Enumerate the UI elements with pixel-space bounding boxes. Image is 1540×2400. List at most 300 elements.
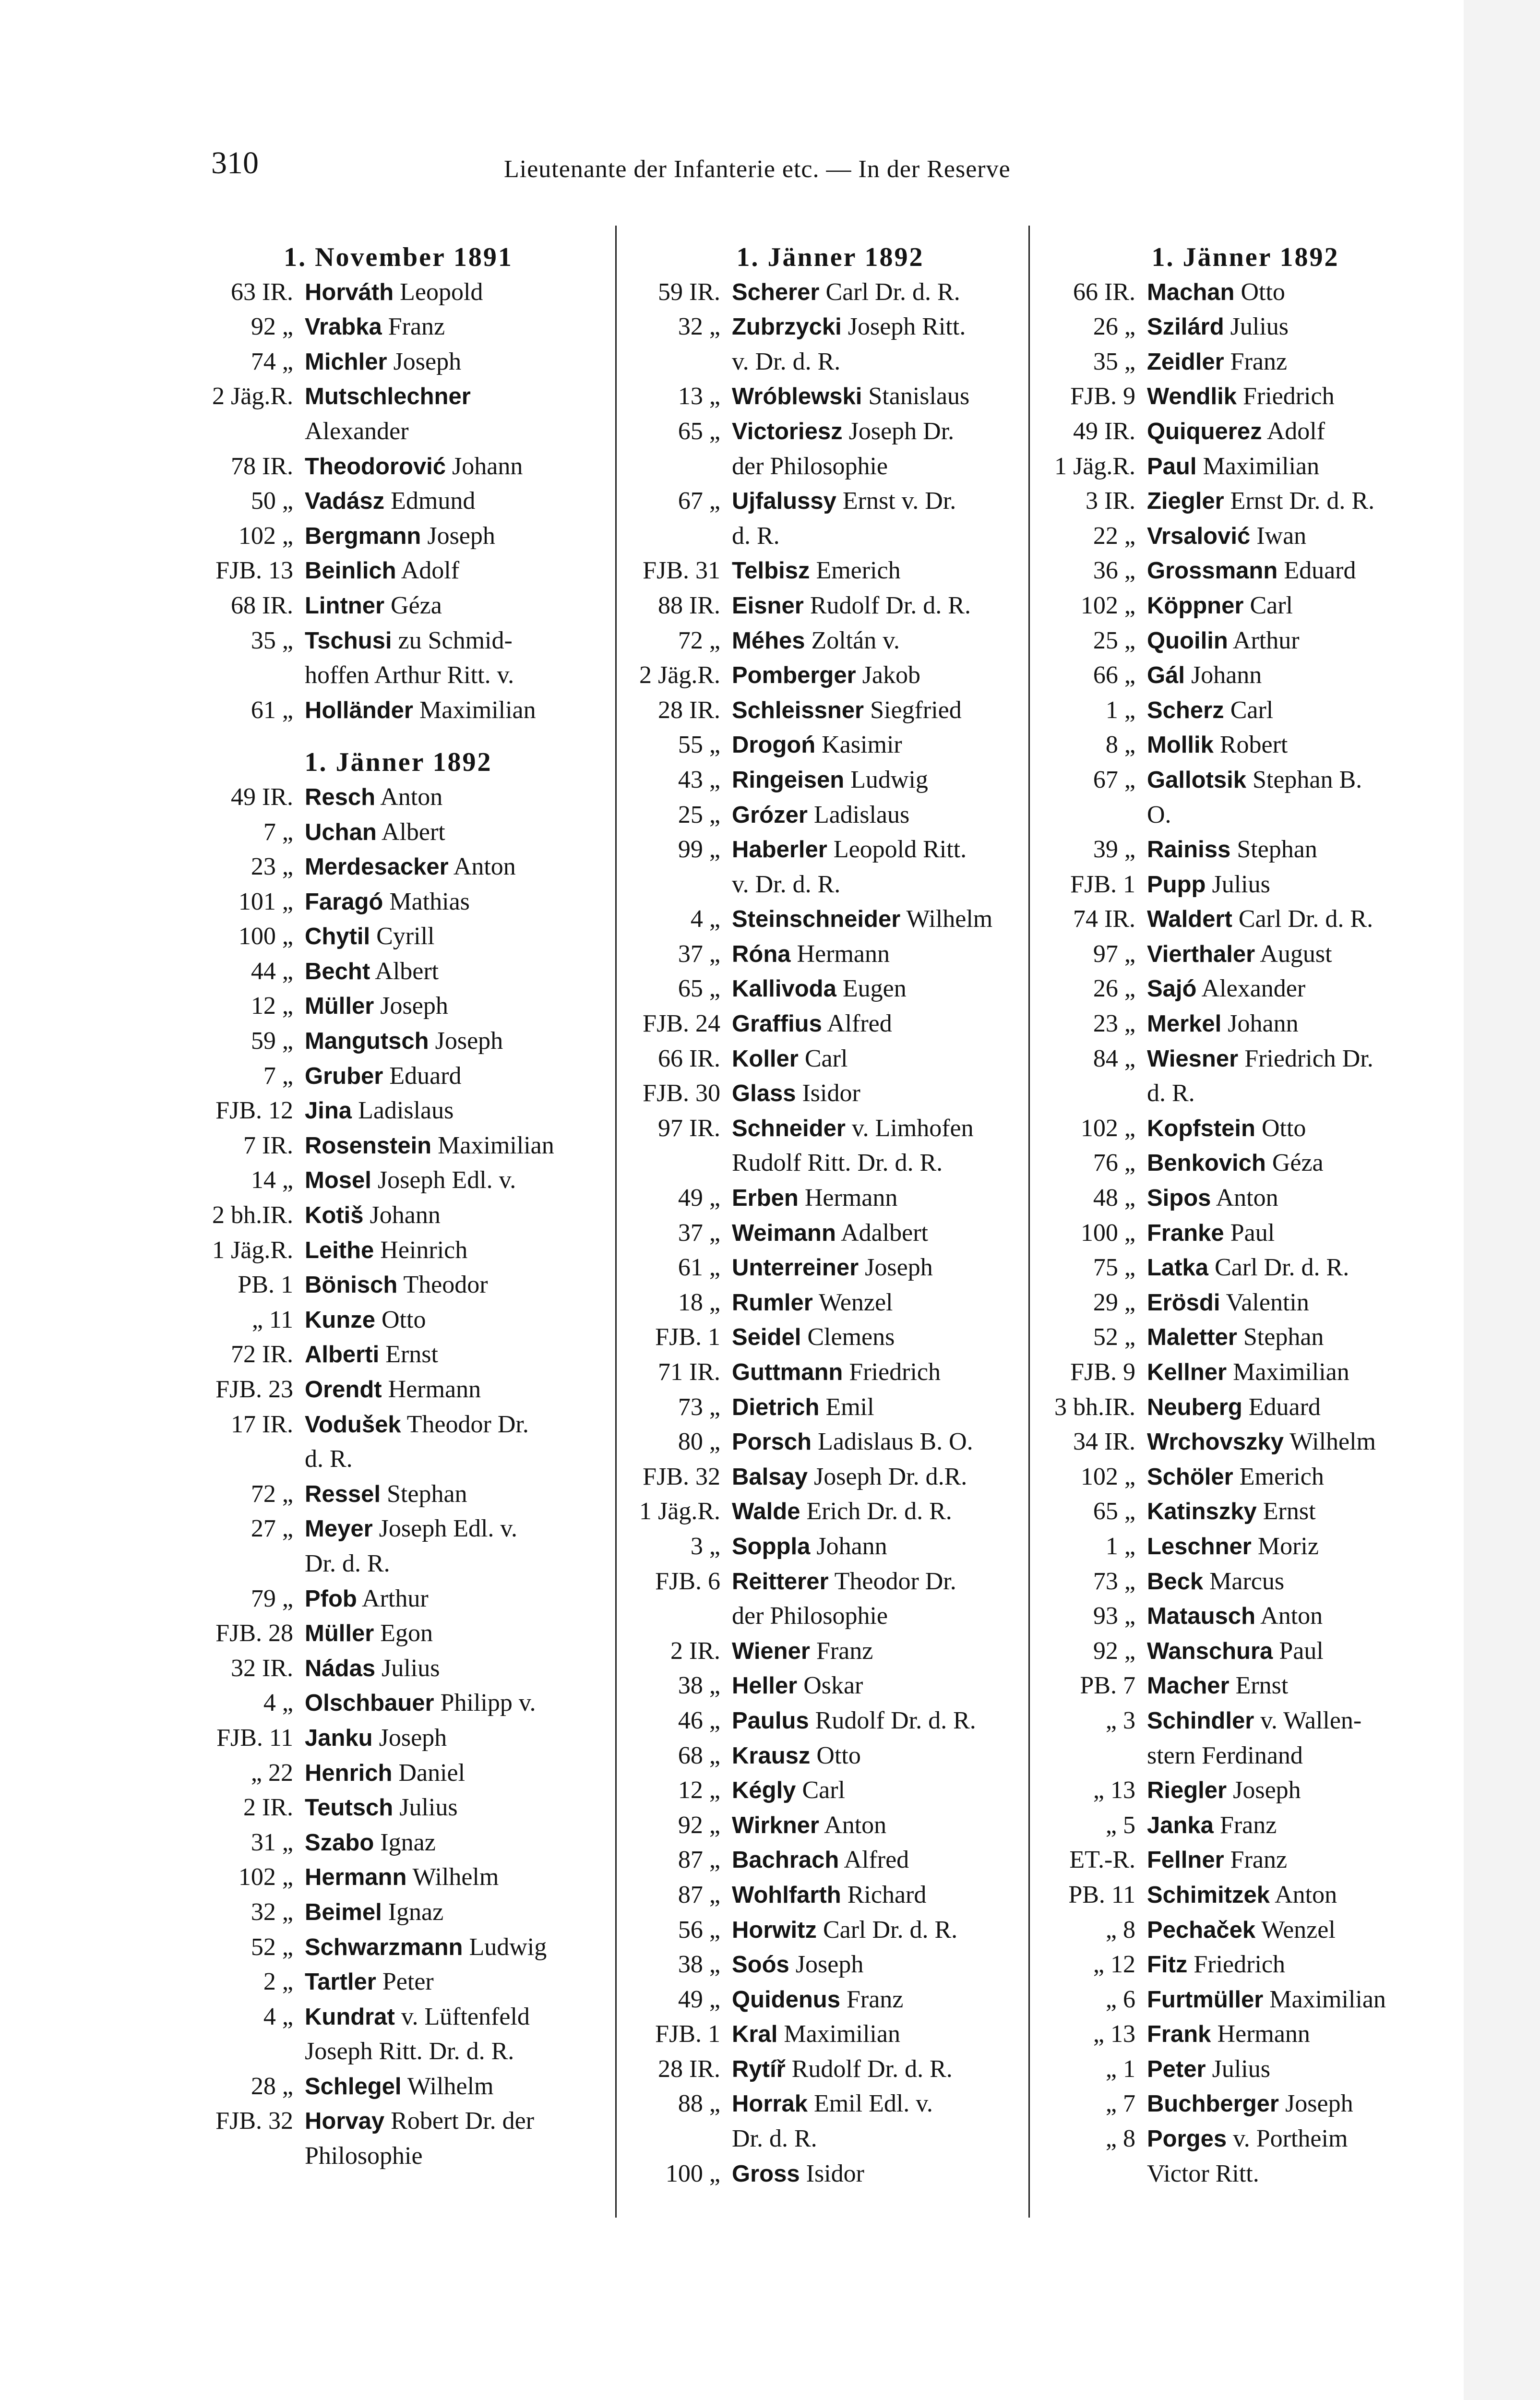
given-name: Franz — [1219, 1811, 1277, 1839]
entry-text — [1147, 1773, 1452, 1808]
regiment-unit: 67 „ — [678, 487, 720, 515]
regiment-unit: 100 „ — [238, 923, 293, 950]
given-name: Joseph — [379, 1724, 447, 1752]
given-name: Wenzel — [818, 1288, 893, 1316]
surname: Uchan — [305, 819, 377, 845]
surname: Beinlich — [305, 558, 396, 584]
list-item — [197, 1024, 600, 1059]
regiment-unit: 59 IR. — [658, 278, 720, 306]
surname: Kunze — [305, 1307, 375, 1333]
surname: Holländer — [305, 697, 413, 723]
entry-text — [305, 1895, 600, 1930]
list-item — [624, 2017, 1037, 2052]
given-name: Anton — [453, 853, 516, 881]
entry-text — [1147, 1634, 1452, 1669]
surname: Balsay — [732, 1464, 808, 1490]
entry-text — [732, 1982, 1037, 2017]
list-item — [624, 972, 1037, 1007]
surname: Resch — [305, 784, 376, 810]
surname: Weimann — [732, 1220, 836, 1246]
given-name: Adolf — [401, 557, 460, 585]
entry-text — [305, 919, 600, 954]
regiment-unit: 102 „ — [238, 1863, 293, 1891]
surname: Guttmann — [732, 1359, 843, 1385]
surname: Porges — [1147, 2126, 1227, 2152]
list-item — [197, 1965, 600, 2000]
entry-text — [305, 1268, 600, 1303]
list-item — [624, 1739, 1037, 1774]
regiment-unit: PB. 1 — [238, 1271, 293, 1299]
regiment-unit: 97 IR. — [658, 1114, 720, 1142]
list-item — [624, 1773, 1037, 1808]
list-item — [197, 449, 600, 484]
given-name: Stephan — [1237, 836, 1317, 864]
list-item — [197, 1233, 600, 1268]
given-name: v. Lüftenfeld — [401, 2003, 530, 2030]
regiment-unit: 65 „ — [1093, 1498, 1135, 1525]
list-item — [1039, 1494, 1452, 1529]
regiment-unit: 13 „ — [678, 383, 720, 410]
list-item — [1039, 902, 1452, 937]
surname: Steinschneider — [732, 906, 901, 933]
given-name: Adolf — [1266, 417, 1325, 445]
surname: Merdesacker — [305, 854, 449, 880]
list-item — [1039, 1111, 1452, 1146]
entry-text — [305, 1128, 600, 1164]
regiment-unit: 2 Jäg.R. — [639, 661, 720, 689]
list-item — [624, 1704, 1037, 1739]
entry-text — [1147, 2087, 1452, 2122]
surname: Lintner — [305, 592, 385, 619]
regiment-unit: 2 IR. — [243, 1794, 293, 1822]
regiment-unit: 49 IR. — [231, 783, 293, 811]
regiment-unit: 66 IR. — [658, 1044, 720, 1072]
surname: Hermann — [305, 1864, 407, 1891]
regiment-unit: 101 „ — [238, 888, 293, 915]
surname: Teutsch — [305, 1795, 394, 1821]
given-name: Géza — [1272, 1149, 1324, 1177]
entry-text — [732, 1878, 1037, 1913]
surname: Rosenstein — [305, 1132, 432, 1159]
regiment-unit: 1 „ — [1105, 696, 1135, 724]
given-name: Ladislaus — [813, 801, 910, 828]
regiment-unit: 2 IR. — [670, 1637, 720, 1665]
list-item — [624, 624, 1037, 659]
given-name: Anton — [1216, 1184, 1278, 1212]
entry-text — [1147, 693, 1452, 728]
list-item — [1039, 2087, 1452, 2122]
given-name: Carl Dr. d. R. — [1238, 905, 1373, 933]
list-item — [1039, 1216, 1452, 1251]
given-name: Wilhelm — [412, 1863, 499, 1891]
list-item — [624, 1007, 1037, 1042]
entry-text — [305, 1721, 600, 1756]
given-name: Leopold — [400, 278, 483, 306]
list-item — [1039, 624, 1452, 659]
given-name: Siegfried — [870, 696, 962, 724]
regiment-unit: „ 13 — [1093, 2020, 1135, 2048]
list-item — [1039, 1947, 1452, 1982]
regiment-unit: 44 „ — [251, 957, 293, 985]
entry-text — [305, 1825, 600, 1860]
list-item — [624, 1042, 1037, 1077]
given-name: Alfred — [844, 1846, 909, 1874]
surname: Horváth — [305, 279, 394, 305]
regiment-unit: „ 7 — [1105, 2090, 1135, 2118]
list-item — [1039, 1808, 1452, 1843]
entry-text — [305, 624, 600, 659]
entry-text — [305, 2000, 600, 2035]
given-name: Hermann — [804, 1184, 898, 1212]
given-name: Anton — [380, 783, 443, 811]
regiment-unit: FJB. 1 — [655, 2020, 720, 2048]
given-name: Jakob — [862, 661, 921, 689]
entry-text — [732, 1042, 1037, 1077]
list-item — [1039, 414, 1452, 449]
entry-text — [732, 484, 1037, 519]
list-item — [197, 1093, 600, 1128]
regiment-unit: „ 22 — [251, 1759, 293, 1787]
list-item — [624, 484, 1037, 519]
surname: Grossmann — [1147, 558, 1278, 584]
regiment-unit: 46 „ — [678, 1706, 720, 1734]
list-item — [197, 275, 600, 310]
surname: Horvay — [305, 2108, 385, 2135]
entry-text — [1147, 1320, 1452, 1355]
entry-text — [305, 1059, 600, 1094]
surname: Franke — [1147, 1220, 1224, 1246]
entry-text — [305, 553, 600, 588]
list-item — [624, 1878, 1037, 1913]
list-item — [1039, 1425, 1452, 1460]
regiment-unit: 102 „ — [238, 522, 293, 550]
list-item — [197, 780, 600, 815]
entry-text — [305, 1303, 600, 1338]
regiment-unit: 79 „ — [251, 1584, 293, 1612]
entry-text — [732, 728, 1037, 763]
list-item — [197, 1756, 600, 1791]
regiment-unit: 59 „ — [251, 1027, 293, 1055]
entry-text — [305, 1616, 600, 1651]
list-item — [1039, 310, 1452, 345]
entry-continuation: stern Ferdinand — [1147, 1741, 1303, 1769]
surname: Bönisch — [305, 1272, 398, 1298]
given-name: Otto — [382, 1306, 426, 1333]
regiment-unit: 66 „ — [1093, 661, 1135, 689]
list-item — [197, 693, 600, 728]
given-name: Theodor Dr. — [406, 1410, 529, 1438]
given-name: Carl Dr. d. R. — [1215, 1254, 1349, 1282]
given-name: Paul — [1279, 1637, 1324, 1665]
regiment-unit: 31 „ — [251, 1828, 293, 1856]
surname: Scherer — [732, 279, 820, 305]
list-item — [624, 1320, 1037, 1355]
surname: Latka — [1147, 1255, 1209, 1281]
surname: Vierthaler — [1147, 941, 1255, 967]
regiment-unit: 28 „ — [251, 2072, 293, 2100]
regiment-unit: „ 12 — [1093, 1951, 1135, 1979]
given-name: Erich Dr. d. R. — [806, 1498, 952, 1525]
entry-text — [1147, 275, 1452, 310]
surname: Neuberg — [1147, 1394, 1242, 1420]
surname: Kégly — [732, 1777, 796, 1804]
regiment-unit: 1 Jäg.R. — [639, 1498, 720, 1525]
given-name: Carl Dr. d. R. — [825, 278, 960, 306]
entry-text — [732, 1739, 1037, 1774]
regiment-unit: 50 „ — [251, 487, 293, 515]
entry-text — [305, 2069, 600, 2104]
regiment-unit: FJB. 1 — [1070, 870, 1135, 898]
entry-continuation: Alexander — [305, 417, 409, 445]
surname: Krausz — [732, 1742, 811, 1769]
regiment-unit: FJB. 6 — [655, 1567, 720, 1595]
given-name: Carl Dr. d. R. — [823, 1916, 958, 1944]
regiment-unit: 87 „ — [678, 1846, 720, 1874]
given-name: Eduard — [1248, 1393, 1321, 1421]
regiment-unit: 32 „ — [678, 313, 720, 341]
given-name: Emerich — [1239, 1463, 1324, 1490]
entry-text — [305, 1651, 600, 1686]
list-item — [197, 484, 600, 519]
entry-text — [305, 885, 600, 920]
given-name: Paul — [1230, 1219, 1275, 1247]
regiment-unit: 52 „ — [251, 1933, 293, 1961]
given-name: Joseph — [795, 1951, 864, 1979]
given-name: Richard — [847, 1881, 927, 1908]
given-name: Joseph — [1233, 1776, 1301, 1804]
list-item — [197, 1163, 600, 1198]
given-name: Julius — [399, 1794, 458, 1822]
entry-text — [732, 1390, 1037, 1425]
entry-text — [1147, 1913, 1452, 1948]
given-name: Franz — [1230, 1846, 1288, 1874]
given-name: Anton — [1260, 1602, 1323, 1630]
list-item — [197, 1512, 600, 1547]
regiment-unit: 100 „ — [665, 2160, 720, 2187]
given-name: Moriz — [1257, 1532, 1319, 1560]
list-item — [624, 1390, 1037, 1425]
given-name: Isidor — [802, 1080, 860, 1107]
list-item — [624, 1529, 1037, 1564]
entry-text — [305, 275, 600, 310]
given-name: Marcus — [1209, 1567, 1285, 1595]
regiment-unit: 49 „ — [678, 1184, 720, 1212]
given-name: Joseph — [427, 522, 495, 550]
given-name: Alfred — [827, 1010, 892, 1038]
entry-text — [1147, 449, 1452, 484]
scan-margin — [1464, 0, 1540, 2400]
regiment-unit: 52 „ — [1093, 1323, 1135, 1351]
entry-text — [732, 1704, 1037, 1739]
surname: Horrak — [732, 2091, 808, 2117]
entry-text — [1147, 1878, 1452, 1913]
regiment-unit: 102 „ — [1080, 591, 1135, 619]
given-name: Ladislaus — [358, 1097, 454, 1125]
surname: Merkel — [1147, 1011, 1222, 1037]
surname: Wanschura — [1147, 1638, 1273, 1664]
entry-text — [305, 1512, 600, 1547]
given-name: Peter — [382, 1968, 434, 1996]
entry-text — [305, 1930, 600, 1965]
list-item — [624, 553, 1037, 588]
given-name: Mathias — [389, 888, 470, 915]
regiment-unit: 74 „ — [251, 348, 293, 375]
regiment-unit: 8 „ — [1105, 731, 1135, 759]
entry-continuation: Rudolf Ritt. Dr. d. R. — [732, 1149, 943, 1177]
surname: Wróblewski — [732, 384, 862, 410]
surname: Victoriesz — [732, 418, 843, 444]
regiment-unit: 25 „ — [678, 801, 720, 828]
given-name: Emerich — [816, 557, 901, 585]
entry-text — [732, 1773, 1037, 1808]
column-1 — [197, 240, 600, 2174]
entry-text — [732, 624, 1037, 659]
surname: Theodorović — [305, 453, 446, 480]
regiment-unit: FJB. 32 — [215, 2107, 293, 2135]
entry-text — [1147, 867, 1452, 902]
list-item — [624, 275, 1037, 310]
given-name: Eduard — [389, 1062, 462, 1090]
entry-continuation: d. R. — [732, 522, 780, 550]
list-item — [1039, 379, 1452, 414]
regiment-unit: 35 „ — [251, 626, 293, 654]
entry-text — [305, 588, 600, 624]
surname: Wiesner — [1147, 1045, 1239, 1072]
regiment-unit: 23 „ — [1093, 1010, 1135, 1038]
given-name: Joseph Dr. — [848, 417, 955, 445]
entry-continuation: v. Dr. d. R. — [732, 870, 841, 898]
surname: Paulus — [732, 1707, 809, 1734]
given-name: Wilhelm — [1289, 1428, 1376, 1456]
list-item — [1039, 275, 1452, 310]
surname: Wendlik — [1147, 384, 1237, 410]
entry-text — [732, 798, 1037, 833]
regiment-unit: 1 „ — [1105, 1532, 1135, 1560]
surname: Szilárd — [1147, 314, 1224, 340]
surname: Pomberger — [732, 662, 856, 689]
given-name: Ernst v. Dr. — [842, 487, 956, 515]
given-name: Ignaz — [388, 1898, 444, 1926]
regiment-unit: 72 „ — [251, 1480, 293, 1508]
entry-text — [1147, 553, 1452, 588]
entry-text — [1147, 2122, 1452, 2157]
list-item — [624, 2157, 1037, 2192]
entry-text — [1147, 1668, 1452, 1704]
surname: Meyer — [305, 1516, 373, 1542]
list-item — [624, 310, 1037, 345]
given-name: Julius — [1230, 313, 1289, 341]
surname: Fellner — [1147, 1847, 1224, 1873]
entry-text — [1147, 972, 1452, 1007]
entry-continuation: Dr. d. R. — [305, 1549, 390, 1577]
running-title: Lieutenante der Infanterie etc. — In der Reserve — [504, 156, 1011, 183]
entry-continuation: der Philosophie — [732, 452, 888, 480]
given-name: Oskar — [803, 1672, 863, 1700]
surname: Schimitzek — [1147, 1882, 1270, 1908]
given-name: Stanislaus — [868, 383, 970, 410]
list-item — [624, 1285, 1037, 1320]
given-name: Franz — [1230, 348, 1288, 375]
entry-text — [305, 1024, 600, 1059]
regiment-unit: 87 „ — [678, 1881, 720, 1908]
entry-continuation: der Philosophie — [732, 1602, 888, 1630]
regiment-unit: 88 „ — [678, 2090, 720, 2118]
regiment-unit: 39 „ — [1093, 836, 1135, 864]
surname: Vadász — [305, 488, 385, 515]
entry-text — [305, 1582, 600, 1617]
regiment-unit: „ 11 — [251, 1306, 293, 1333]
regiment-unit: 18 „ — [678, 1288, 720, 1316]
given-name: Maximilian — [419, 696, 536, 724]
entry-text — [305, 1790, 600, 1825]
given-name: Franz — [388, 313, 445, 341]
entry-text — [1147, 1146, 1452, 1181]
regiment-unit: 1 Jäg.R. — [212, 1236, 293, 1264]
given-name: Maximilian — [438, 1131, 554, 1159]
given-name: Carl — [802, 1776, 845, 1804]
entry-text — [1147, 310, 1452, 345]
regiment-unit: 67 „ — [1093, 766, 1135, 793]
regiment-unit: 74 IR. — [1073, 905, 1135, 933]
entry-text — [1147, 1599, 1452, 1634]
entry-text — [1147, 1529, 1452, 1564]
surname: Walde — [732, 1499, 800, 1525]
surname: Zeidler — [1147, 348, 1224, 375]
regiment-unit: PB. 7 — [1080, 1672, 1135, 1700]
given-name: Joseph — [393, 348, 462, 375]
column-divider — [615, 226, 617, 2218]
regiment-unit: 35 „ — [1093, 348, 1135, 375]
list-item — [624, 2087, 1037, 2122]
regiment-unit: „ 8 — [1105, 2125, 1135, 2153]
surname: Bachrach — [732, 1847, 839, 1873]
surname: Gross — [732, 2160, 800, 2187]
regiment-unit: FJB. 9 — [1070, 383, 1135, 410]
regiment-unit: 68 „ — [678, 1741, 720, 1769]
entry-text — [305, 780, 600, 815]
surname: Rytíř — [732, 2056, 786, 2082]
list-item — [624, 1076, 1037, 1111]
list-item — [1039, 658, 1452, 693]
surname: Chytil — [305, 924, 370, 950]
list-item — [197, 1930, 600, 1965]
given-name: Zoltán v. — [811, 626, 900, 654]
regiment-unit: 73 „ — [1093, 1567, 1135, 1595]
surname: Tartler — [305, 1969, 376, 1995]
list-item — [1039, 867, 1452, 902]
list-item — [1039, 588, 1452, 624]
entry-text — [1147, 1007, 1452, 1042]
given-name: Joseph — [1285, 2090, 1353, 2118]
regiment-unit: 75 „ — [1093, 1254, 1135, 1282]
regiment-unit: 55 „ — [678, 731, 720, 759]
surname: Gallotsik — [1147, 767, 1246, 793]
entry-text — [732, 937, 1037, 972]
entry-text — [305, 310, 600, 345]
surname: Riegler — [1147, 1777, 1227, 1804]
given-name: Johann — [370, 1201, 441, 1229]
entry-text — [1147, 1111, 1452, 1146]
given-name: Arthur — [1232, 626, 1300, 654]
given-name: Heinrich — [380, 1236, 468, 1264]
entry-text — [305, 1337, 600, 1372]
surname: Michler — [305, 348, 387, 375]
surname: Wirkner — [732, 1812, 820, 1838]
given-name: Otto — [816, 1741, 861, 1769]
list-item — [197, 1477, 600, 1512]
surname: Henrich — [305, 1760, 393, 1786]
list-item — [624, 2052, 1037, 2087]
